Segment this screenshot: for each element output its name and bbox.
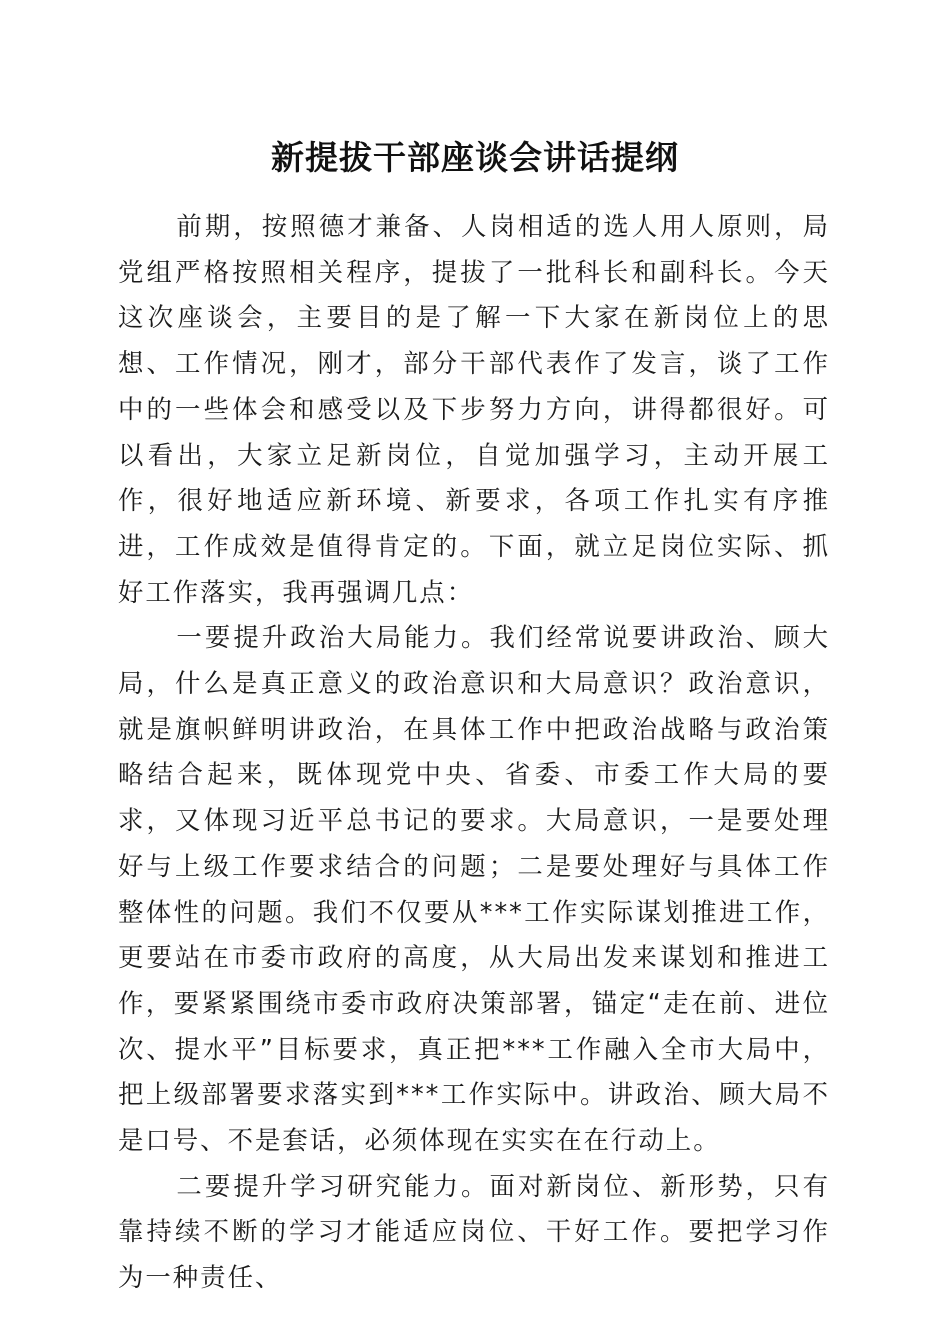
paragraph-intro: 前期，按照德才兼备、人岗相适的选人用人原则，局党组严格按照相关程序，提拔了一批科长和副科长。今天这次座谈会，主要目的是了解一下大家在新岗位上的思想、工作情况，刚才，部分干部代表作了发言，谈了工作中的一些体会和感受以及下步努力方向，讲得都很好。可以看出，大家立足新岗位，自觉加强学习，主动开展工作，很好地适应新环境、新要求，各项工作扎实有序推进，工作成效是值得肯定的。下面，就立足岗位实际、抓好工作落实，我再强调几点： [118, 211, 830, 607]
paragraph-point-one: 一要提升政治大局能力。我们经常说要讲政治、顾大局，什么是真正意义的政治意识和大局意识？政治意识，就是旗帜鲜明讲政治，在具体工作中把政治战略与政治策略结合起来，既体现党中央、省委、市委工作大局的要求，又体现习近平总书记的要求。大局意识，一是要处理好与上级工作要求结合的问题；二是要处理好与具体工作整体性的问题。我们不仅要从***工作实际谋划推进工作，更要站在市委市政府的高度，从大局出发来谋划和推进工作，要紧紧围绕市委市政府决策部署，锚定“走在前、进位次、提水平”目标要求，真正把***工作融入全市大局中，把上级部署要求落实到***工作实际中。讲政治、顾大局不是口号、不是套话，必须体现在实实在在行动上。 [118, 622, 830, 1156]
document-title: 新提拔干部座谈会讲话提纲 [271, 138, 679, 177]
paragraph-point-two: 二要提升学习研究能力。面对新岗位、新形势，只有靠持续不断的学习才能适应岗位、干好工作。要把学习作为一种责任、 [118, 1170, 830, 1293]
document-body [118, 204, 830, 1301]
